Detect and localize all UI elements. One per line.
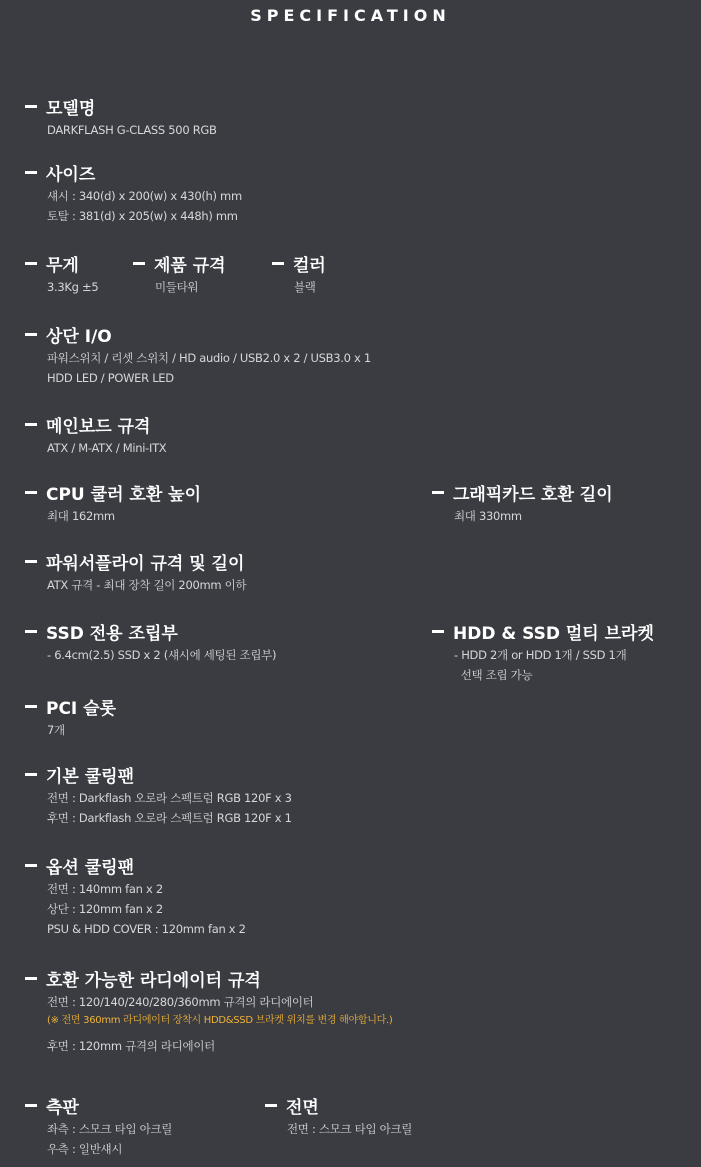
spec-top-io	[25, 323, 371, 388]
page-title: SPECIFICATION	[250, 6, 451, 25]
dash-icon	[432, 630, 444, 633]
dash-icon	[432, 491, 444, 494]
spec-model	[25, 95, 217, 140]
dash-icon	[25, 705, 37, 708]
spec-form-factor	[133, 252, 226, 297]
spec-line: - 6.4cm(2.5) SSD x 2 (섀시에 세팅된 조립부)	[47, 648, 277, 662]
spec-line: ATX 규격 - 최대 장착 길이 200mm 이하	[47, 578, 247, 592]
spec-heading: 사이즈	[46, 164, 96, 185]
spec-heading: 그래픽카드 호환 길이	[453, 484, 613, 505]
spec-heading: 메인보드 규격	[46, 416, 151, 437]
spec-line: 후면 : Darkflash 오로라 스펙트럼 RGB 120F x 1	[47, 811, 292, 825]
spec-line: 전면 : 스모크 타입 아크릴	[287, 1122, 413, 1136]
spec-line: 상단 : 120mm fan x 2	[47, 902, 163, 916]
spec-ssd	[25, 620, 276, 665]
spec-size	[25, 161, 242, 226]
dash-icon	[25, 560, 37, 563]
spec-line: HDD LED / POWER LED	[47, 371, 174, 385]
spec-heading: 파워서플라이 규격 및 길이	[46, 553, 245, 574]
spec-line: 전면 : Darkflash 오로라 스펙트럼 RGB 120F x 3	[47, 791, 292, 805]
spec-heading: 제품 규격	[154, 255, 226, 276]
spec-line: 우측 : 일반섀시	[47, 1142, 123, 1156]
spec-heading: 측판	[46, 1097, 79, 1118]
spec-line: 섀시 : 340(d) x 200(w) x 430(h) mm	[47, 189, 242, 203]
dash-icon	[25, 105, 37, 108]
spec-default-fan	[25, 763, 292, 828]
spec-line: 전면 : 140mm fan x 2	[47, 882, 163, 896]
dash-icon	[272, 262, 284, 265]
spec-heading: 상단 I/O	[46, 326, 112, 347]
spec-gpu	[432, 481, 613, 526]
dash-icon	[265, 1104, 277, 1107]
spec-line: - HDD 2개 or HDD 1개 / SSD 1개	[454, 648, 627, 662]
spec-line: 블랙	[294, 280, 316, 294]
spec-side-panel	[25, 1094, 172, 1159]
spec-hdd-ssd-bracket	[432, 620, 654, 685]
spec-pci	[25, 695, 116, 740]
spec-line: 좌측 : 스모크 타입 아크릴	[47, 1122, 173, 1136]
dash-icon	[25, 773, 37, 776]
spec-heading: HDD & SSD 멀티 브라켓	[453, 623, 654, 644]
spec-line: ATX / M-ATX / Mini-ITX	[47, 441, 167, 455]
spec-color	[272, 252, 326, 297]
spec-heading: 컬러	[293, 255, 326, 276]
dash-icon	[133, 262, 145, 265]
spec-line: 3.3Kg ±5	[47, 280, 99, 294]
spec-heading: 모델명	[46, 98, 96, 119]
radiator-note: (※ 전면 360mm 라디에이터 장착시 HDD&SSD 브라켓 위치를 변경 해야합니다.)	[47, 1015, 393, 1026]
spec-line: PSU & HDD COVER : 120mm fan x 2	[47, 922, 246, 936]
spec-heading: 무게	[46, 255, 79, 276]
spec-line: 최대 162mm	[47, 509, 115, 523]
spec-heading: 호환 가능한 라디에이터 규격	[46, 970, 261, 991]
dash-icon	[25, 171, 37, 174]
spec-cpu-cooler	[25, 481, 201, 526]
spec-psu	[25, 550, 246, 595]
spec-heading: 옵션 쿨링팬	[46, 857, 135, 878]
spec-line: 후면 : 120mm 규격의 라디에이터	[47, 1039, 215, 1053]
spec-line: 파워스위치 / 리셋 스위치 / HD audio / USB2.0 x 2 / USB3.0 x 1	[47, 351, 371, 365]
spec-mainboard	[25, 413, 166, 458]
spec-heading: PCI 슬롯	[46, 698, 117, 719]
spec-heading: CPU 쿨러 호환 높이	[46, 484, 202, 505]
spec-heading: SSD 전용 조립부	[46, 623, 178, 644]
spec-weight	[25, 252, 98, 297]
spec-line: 미들타워	[155, 280, 199, 294]
dash-icon	[25, 1104, 37, 1107]
spec-line: 토탈 : 381(d) x 205(w) x 448h) mm	[47, 209, 238, 223]
spec-line: 7개	[47, 723, 65, 737]
spec-heading: 기본 쿨링팬	[46, 766, 135, 787]
spec-line: DARKFLASH G-CLASS 500 RGB	[47, 123, 217, 137]
dash-icon	[25, 333, 37, 336]
dash-icon	[25, 630, 37, 633]
spec-heading: 전면	[286, 1097, 319, 1118]
dash-icon	[25, 262, 37, 265]
spec-option-fan	[25, 854, 246, 939]
spec-radiator	[25, 967, 392, 1056]
dash-icon	[25, 491, 37, 494]
spec-line: 선택 조립 가능	[454, 668, 533, 682]
spec-line: 최대 330mm	[454, 509, 522, 523]
spec-line: 전면 : 120/140/240/280/360mm 규격의 라디에이터	[47, 995, 314, 1009]
spec-front-panel	[265, 1094, 412, 1139]
dash-icon	[25, 977, 37, 980]
dash-icon	[25, 864, 37, 867]
dash-icon	[25, 423, 37, 426]
